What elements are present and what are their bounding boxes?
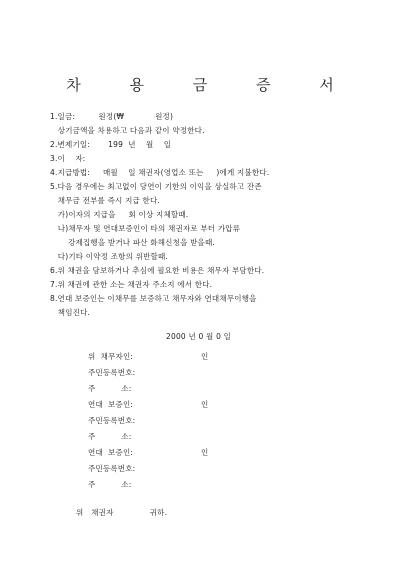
clause-line: 다)기타 이약정 조항의 위반할때.	[50, 252, 168, 261]
signature-label: 주 소:	[88, 432, 132, 441]
seal-mark: 인	[201, 352, 209, 361]
clause-line: 강제집행을 받거나 파산 화해신청을 받을때.	[50, 238, 216, 247]
clause-line: 8.연대 보증인는 이채무를 보증하고 채무자와 연대채무이행을	[50, 294, 257, 303]
clause-line: 상기금액을 차용하고 다음과 같이 약정한다.	[50, 126, 205, 135]
signature-label: 연대 보증인:	[88, 400, 134, 409]
clause-line: 2.변제기일: 199 년 월 일	[50, 140, 172, 149]
clause-line: 5.다음 경우에는 최고없이 당연이 기한의 이익을 상실하고 잔존	[50, 182, 262, 191]
signature-label: 주민등록번호:	[88, 416, 136, 425]
signature-label: 주 소:	[88, 384, 132, 393]
signature-label: 주 소:	[88, 480, 132, 489]
signature-label: 주민등록번호:	[88, 464, 136, 473]
clause-line: 채무금 전부를 즉시 지급 한다.	[50, 196, 161, 205]
signature-label: 연대 보증인:	[88, 448, 134, 457]
seal-mark: 인	[201, 448, 209, 457]
signature-label: 위 채무자인:	[88, 352, 134, 361]
clause-line: 책임진다.	[50, 308, 91, 317]
document-title: 차 용 금 증 서	[66, 76, 356, 94]
signature-label: 주민등록번호:	[88, 368, 136, 377]
clause-line: 7.위 채권에 관한 소는 채권자 주소지 에서 한다.	[50, 280, 213, 289]
clause-line: 3.이 자:	[50, 154, 86, 163]
closing-line: 위 채권자 귀하.	[76, 508, 168, 517]
clause-line: 나)채무자 및 연대보증인이 타의 채권자로 부터 가압류	[50, 224, 241, 233]
clause-line: 4.지급방법: 매월 일 채권자(영업소 또는 )에게 지불한다.	[50, 168, 270, 177]
clause-line: 6.위 채권을 담보하거나 추심에 필요한 비용은 채무자 부담한다.	[50, 266, 265, 275]
clause-line: 가)이자의 지급을 회 이상 지체할때.	[50, 210, 189, 219]
clause-line: 1.일금: 원정(₩ 원정)	[50, 112, 174, 121]
date-line: 2000 년 0 월 0 일	[166, 332, 232, 341]
seal-mark: 인	[201, 400, 209, 409]
